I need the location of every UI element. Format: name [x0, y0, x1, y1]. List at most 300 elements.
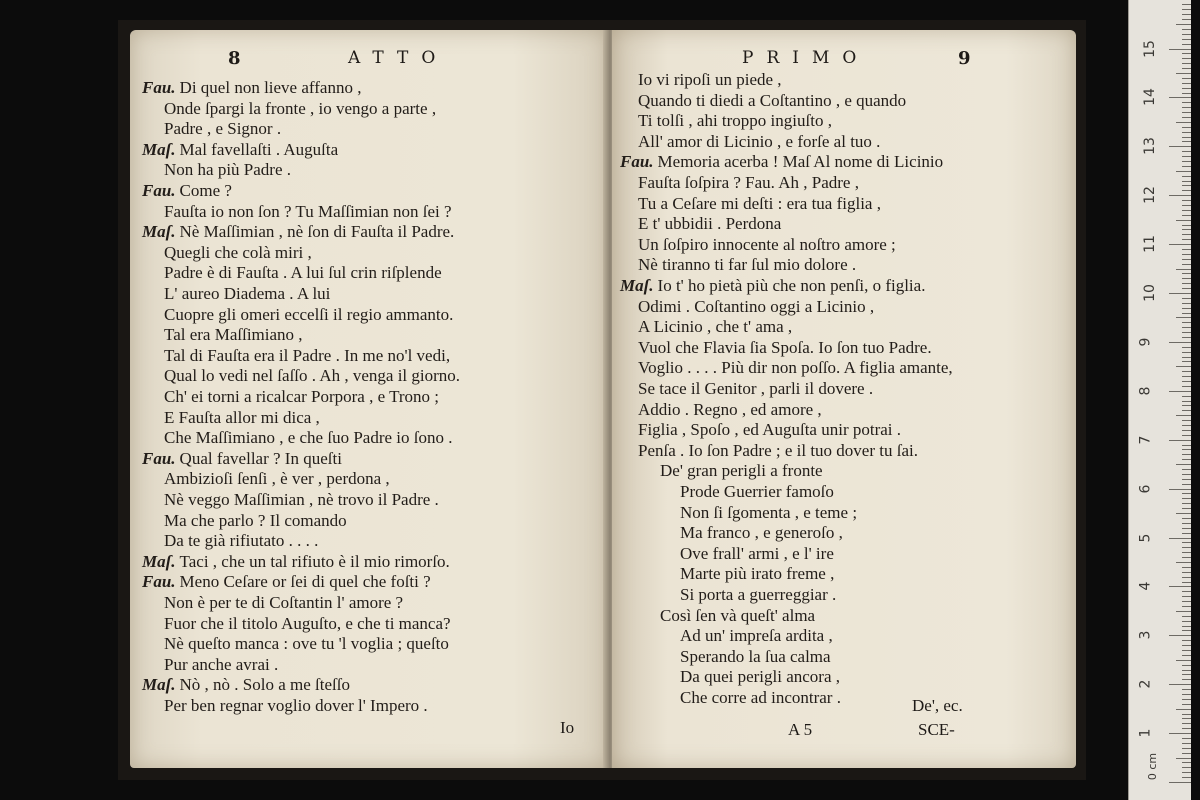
ruler-tick: [1182, 772, 1191, 773]
ruler-tick: [1182, 723, 1191, 724]
verse-text: Io t' ho pietà più che non penſi, o figlia.: [657, 276, 926, 295]
ruler-tick: [1182, 19, 1191, 20]
ruler-tick: [1182, 601, 1191, 602]
text-line: [164, 511, 347, 531]
text-line: [164, 614, 451, 634]
verse-text: Non ſi ſgomenta , e teme ;: [680, 502, 858, 522]
ruler-tick: [1182, 357, 1191, 358]
ruler-tick: [1182, 557, 1191, 558]
ruler-tick: [1182, 102, 1191, 103]
text-line: [164, 243, 312, 263]
ruler-tick: [1182, 645, 1191, 646]
ruler-tick: [1182, 205, 1191, 206]
ruler-tick: [1182, 200, 1191, 201]
text-line: [638, 255, 856, 275]
text-line: [164, 655, 278, 675]
ruler-tick: [1182, 728, 1191, 729]
ruler-tick: [1182, 479, 1191, 480]
text-line: [142, 675, 350, 695]
page-number: 8: [228, 48, 241, 69]
running-head: PRIMO: [742, 48, 870, 68]
ruler-tick: [1182, 264, 1191, 265]
verse-text: Fauſta io non ſon ? Tu Maſſimian non ſei ?: [164, 201, 452, 221]
text-line: [164, 387, 439, 407]
ruler-tick: [1182, 347, 1191, 348]
text-line: [638, 441, 918, 461]
text-line: [164, 263, 442, 283]
verse-text: E t' ubbidii . Perdona: [638, 214, 782, 234]
ruler-tick: [1182, 166, 1191, 167]
ruler-tick: [1182, 185, 1191, 186]
text-line: [638, 91, 906, 111]
ruler-tick: [1169, 391, 1191, 392]
ruler-tick: [1182, 582, 1191, 583]
ruler-tick: [1182, 714, 1191, 715]
verse-text: Non ha più Padre .: [164, 160, 292, 180]
ruler-tick: [1169, 489, 1191, 490]
left-page: [130, 30, 608, 768]
text-line: [638, 420, 901, 440]
verse-text: Ad un' impreſa ardita ,: [680, 626, 833, 646]
ruler-tick: [1182, 327, 1191, 328]
text-line: [164, 325, 303, 345]
ruler-tick: [1182, 322, 1191, 323]
catchword: SCE-: [918, 720, 955, 739]
ruler-tick: [1182, 449, 1191, 450]
ruler-tick: [1182, 229, 1191, 230]
verse-text: Ove frall' armi , e l' ire: [680, 543, 834, 563]
ruler-number: 3: [1137, 630, 1154, 640]
verse-text: Prode Guerrier famoſo: [680, 482, 834, 501]
ruler-tick: [1182, 748, 1191, 749]
ruler-tick: [1182, 337, 1191, 338]
ruler-tick: [1182, 743, 1191, 744]
ruler-tick: [1182, 181, 1191, 182]
ruler-tick: [1182, 674, 1191, 675]
ruler-tick: [1182, 259, 1191, 260]
verse-text: Ambizioſi ſenſi , è ver , perdona ,: [164, 469, 390, 489]
verse-text: Nè queſto manca : ove tu 'l voglia ; queſto: [164, 634, 449, 654]
verse-text: Cuopre gli omeri eccelſi il regio ammanto.: [164, 304, 454, 324]
ruler-tick: [1182, 523, 1191, 524]
ruler-number: 11: [1141, 235, 1158, 254]
verse-text: Tal era Maſſimiano ,: [164, 325, 303, 345]
text-line: [164, 284, 330, 304]
text-line: [620, 276, 925, 296]
ruler-tick: [1182, 679, 1191, 680]
verse-text: Tu a Ceſare mi deſti : era tua figlia ,: [638, 193, 881, 213]
text-line: [142, 449, 342, 469]
ruler-tick: [1182, 127, 1191, 128]
text-line: [660, 461, 823, 481]
ruler-tick: [1176, 562, 1191, 563]
ruler-tick: [1182, 88, 1191, 89]
verse-text: Così ſen và queſt' alma: [660, 605, 816, 625]
ruler-tick: [1182, 273, 1191, 274]
ruler-tick: [1182, 533, 1191, 534]
ruler-tick: [1169, 538, 1191, 539]
verse-text: Fuor che il titolo Auguſto, e che ti manca?: [164, 613, 451, 633]
ruler-tick: [1182, 567, 1191, 568]
measuring-ruler: [1128, 0, 1191, 800]
ruler-tick: [1182, 376, 1191, 377]
ruler-tick: [1182, 469, 1191, 470]
ruler-number: 15: [1141, 39, 1158, 58]
verse-text: Nè veggo Maſſimian , nè trovo il Padre .: [164, 490, 439, 509]
ruler-tick: [1182, 459, 1191, 460]
verse-text: Tal di Fauſta era il Padre . In me no'l vedi,: [164, 345, 451, 365]
ruler-tick: [1182, 401, 1191, 402]
speaker-label: Fau.: [142, 572, 176, 592]
ruler-tick: [1176, 73, 1191, 74]
ruler-tick: [1182, 234, 1191, 235]
ruler-tick: [1182, 699, 1191, 700]
ruler-tick: [1169, 733, 1191, 734]
ruler-tick: [1182, 498, 1191, 499]
ruler-tick: [1182, 176, 1191, 177]
verse-text: Vuol che Flavia ſia Spoſa. Io ſon tuo Padre.: [638, 337, 932, 357]
ruler-tick: [1182, 577, 1191, 578]
running-head: ATTO: [348, 48, 449, 68]
ruler-tick: [1182, 596, 1191, 597]
speaker-label: Maſ.: [142, 222, 176, 242]
ruler-number: 9: [1137, 337, 1154, 347]
ruler-tick: [1182, 132, 1191, 133]
ruler-tick: [1176, 709, 1191, 710]
verse-text: Si porta a guerreggiar .: [680, 585, 837, 604]
verse-text: Taci , che un tal rifiuto è il mio rimorſo.: [179, 551, 450, 571]
ruler-number: 2: [1137, 679, 1154, 689]
text-line: [638, 235, 896, 255]
ruler-tick: [1182, 665, 1191, 666]
ruler-tick: [1182, 572, 1191, 573]
da-capo-mark: De', ec.: [912, 696, 963, 715]
text-line: [142, 181, 232, 201]
text-line: [164, 305, 453, 325]
verse-text: Quegli che colà miri ,: [164, 242, 312, 262]
ruler-tick: [1176, 611, 1191, 612]
text-line: [142, 222, 454, 242]
ruler-tick: [1176, 317, 1191, 318]
verse-text: Nè Maſſimian , nè ſon di Fauſta il Padre.: [179, 222, 455, 242]
ruler-tick: [1169, 97, 1191, 98]
text-line: [680, 503, 857, 523]
ruler-tick: [1176, 758, 1191, 759]
verse-text: Padre è di Fauſta . A lui ſul crin riſplende: [164, 263, 442, 283]
text-line: [142, 78, 361, 98]
ruler-tick: [1182, 68, 1191, 69]
ruler-tick: [1182, 117, 1191, 118]
ruler-tick: [1182, 753, 1191, 754]
ruler-tick: [1182, 484, 1191, 485]
text-line: [638, 379, 873, 399]
ruler-tick: [1182, 14, 1191, 15]
verse-text: L' aureo Diadema . A lui: [164, 284, 331, 303]
ruler-tick: [1182, 777, 1191, 778]
ruler-tick: [1176, 366, 1191, 367]
ruler-tick: [1182, 78, 1191, 79]
text-line: [680, 626, 833, 646]
page-number: 9: [958, 48, 971, 69]
verse-text: Qual lo vedi nel ſaſſo . Ah , venga il giorno.: [164, 366, 461, 386]
ruler-tick: [1182, 655, 1191, 656]
text-line: [638, 173, 859, 193]
text-line: [638, 400, 822, 420]
ruler-number: 12: [1141, 186, 1158, 205]
ruler-tick: [1182, 767, 1191, 768]
ruler-tick: [1182, 738, 1191, 739]
ruler-tick: [1182, 288, 1191, 289]
ruler-tick: [1182, 435, 1191, 436]
ruler-tick: [1182, 547, 1191, 548]
text-line: [164, 346, 450, 366]
ruler-tick: [1176, 464, 1191, 465]
text-line: [638, 214, 781, 234]
verse-text: Se tace il Genitor , parli il dovere .: [638, 379, 874, 398]
ruler-tick: [1182, 591, 1191, 592]
ruler-tick: [1176, 171, 1191, 172]
ruler-tick: [1182, 528, 1191, 529]
text-line: [680, 667, 840, 687]
ruler-tick: [1182, 630, 1191, 631]
text-line: [638, 70, 782, 90]
ruler-tick: [1182, 44, 1191, 45]
verse-text: Mal favellaſti . Auguſta: [179, 139, 339, 159]
speaker-label: Maſ.: [142, 139, 176, 159]
ruler-tick: [1182, 621, 1191, 622]
ruler-tick: [1182, 503, 1191, 504]
text-line: [164, 531, 318, 551]
verse-text: A Licinio , che t' ama ,: [638, 317, 793, 337]
verse-text: De' gran perigli a fronte: [660, 461, 823, 481]
ruler-tick: [1182, 313, 1191, 314]
ruler-tick: [1182, 405, 1191, 406]
ruler-tick: [1169, 782, 1191, 783]
verse-text: Non è per te di Coſtantin l' amore ?: [164, 593, 404, 612]
speaker-label: Fau.: [142, 181, 176, 200]
ruler-tick: [1182, 552, 1191, 553]
ruler-tick: [1182, 694, 1191, 695]
ruler-tick: [1182, 225, 1191, 226]
ruler-tick: [1182, 704, 1191, 705]
ruler-tick: [1182, 298, 1191, 299]
ruler-tick: [1182, 112, 1191, 113]
verse-text: Per ben regnar voglio dover l' Impero .: [164, 696, 428, 715]
ruler-tick: [1182, 58, 1191, 59]
text-line: [164, 490, 439, 510]
ruler-tick: [1182, 616, 1191, 617]
ruler-tick: [1176, 660, 1191, 661]
ruler-tick: [1182, 63, 1191, 64]
ruler-tick: [1182, 425, 1191, 426]
verse-text: Ti tolſi , ahi troppo ingiuſto ,: [638, 111, 832, 131]
verse-text: Voglio . . . . Più dir non poſſo. A figlia amante,: [638, 358, 953, 378]
ruler-number: 4: [1137, 581, 1154, 591]
verse-text: Nò , nò . Solo a me ſteſſo: [179, 675, 350, 695]
ruler-tick: [1182, 454, 1191, 455]
verse-text: Come ?: [179, 181, 232, 200]
ruler-tick: [1182, 308, 1191, 309]
ruler-number: 8: [1137, 386, 1154, 396]
verse-text: Padre , e Signor .: [164, 119, 282, 139]
ruler-tick: [1169, 684, 1191, 685]
ruler-tick: [1182, 410, 1191, 411]
ruler-tick: [1182, 606, 1191, 607]
ruler-tick: [1182, 718, 1191, 719]
verse-text: Fauſta ſoſpira ? Fau. Ah , Padre ,: [638, 173, 859, 192]
verse-text: Che Maſſimiano , e che ſuo Padre io ſono .: [164, 428, 453, 448]
ruler-tick: [1182, 542, 1191, 543]
ruler-tick: [1182, 396, 1191, 397]
ruler-tick: [1182, 493, 1191, 494]
ruler-tick: [1169, 293, 1191, 294]
text-line: [164, 428, 452, 448]
ruler-tick: [1169, 244, 1191, 245]
ruler-tick: [1182, 53, 1191, 54]
ruler-tick: [1182, 39, 1191, 40]
catchword: Io: [560, 718, 575, 737]
text-line: [164, 469, 390, 489]
text-line: [164, 160, 291, 180]
ruler-unit-label: 0 cm: [1146, 752, 1160, 781]
verse-text: Ma che parlo ? Il comando: [164, 510, 347, 530]
speaker-label: Fau.: [142, 448, 176, 468]
ruler-tick: [1182, 210, 1191, 211]
ruler-tick: [1176, 24, 1191, 25]
text-line: [142, 140, 338, 160]
ruler-tick: [1182, 9, 1191, 10]
verse-text: Che corre ad incontrar .: [680, 688, 841, 707]
text-line: [164, 202, 452, 222]
ruler-tick: [1182, 626, 1191, 627]
speaker-label: Maſ.: [620, 276, 654, 295]
text-line: [638, 317, 792, 337]
ruler-number: 10: [1141, 284, 1158, 302]
verse-text: Figlia , Spoſo , ed Auguſta unir potrai .: [638, 420, 902, 440]
text-line: [638, 132, 880, 152]
ruler-tick: [1169, 49, 1191, 50]
ruler-tick: [1182, 215, 1191, 216]
ruler-tick: [1169, 586, 1191, 587]
ruler-tick: [1176, 269, 1191, 270]
text-line: [164, 634, 449, 654]
ruler-tick: [1182, 283, 1191, 284]
text-line: [680, 647, 831, 667]
verse-text: Odimi . Coſtantino oggi a Licinio ,: [638, 296, 875, 316]
ruler-tick: [1182, 156, 1191, 157]
verse-text: Marte più irato freme ,: [680, 564, 835, 584]
ruler-tick: [1182, 4, 1191, 5]
ruler-tick: [1182, 303, 1191, 304]
verse-text: Qual favellar ? In queſti: [179, 448, 342, 468]
text-line: [142, 572, 431, 592]
ruler-tick: [1182, 381, 1191, 382]
verse-text: Ch' ei torni a ricalcar Porpora , e Trono ;: [164, 387, 440, 406]
speaker-label: Fau.: [620, 152, 654, 172]
ruler-tick: [1182, 332, 1191, 333]
verse-text: E Fauſta allor mi dica ,: [164, 407, 320, 427]
text-line: [164, 696, 428, 716]
ruler-tick: [1176, 415, 1191, 416]
text-line: [620, 152, 943, 172]
ruler-tick: [1182, 278, 1191, 279]
text-line: [680, 523, 843, 543]
ruler-tick: [1182, 34, 1191, 35]
text-line: [638, 297, 874, 317]
verse-text: Di quel non lieve affanno ,: [179, 78, 362, 97]
ruler-tick: [1182, 689, 1191, 690]
text-line: [638, 338, 932, 358]
verse-text: Da te già rifiutato . . . .: [164, 531, 319, 551]
ruler-tick: [1182, 137, 1191, 138]
text-line: [680, 585, 836, 605]
verse-text: Da quei perigli ancora ,: [680, 667, 841, 687]
ruler-tick: [1182, 190, 1191, 191]
ruler-tick: [1182, 254, 1191, 255]
ruler-tick: [1182, 141, 1191, 142]
ruler-number: 14: [1141, 88, 1158, 107]
verse-text: Ma franco , e generoſo ,: [680, 523, 843, 543]
text-line: [164, 99, 436, 119]
verse-text: Sperando la ſua calma: [680, 646, 831, 666]
ruler-tick: [1169, 342, 1191, 343]
ruler-tick: [1182, 650, 1191, 651]
ruler-tick: [1182, 239, 1191, 240]
ruler-tick: [1182, 430, 1191, 431]
ruler-number: 6: [1137, 484, 1154, 494]
ruler-tick: [1182, 161, 1191, 162]
ruler-tick: [1182, 508, 1191, 509]
verse-text: Quando ti diedi a Coſtantino , e quando: [638, 90, 907, 110]
text-line: [638, 111, 832, 131]
ruler-tick: [1182, 93, 1191, 94]
ruler-tick: [1182, 371, 1191, 372]
verse-text: Io vi ripoſi un piede ,: [638, 70, 782, 89]
speaker-label: Maſ.: [142, 551, 176, 571]
ruler-tick: [1169, 146, 1191, 147]
ruler-tick: [1169, 635, 1191, 636]
text-line: [142, 552, 450, 572]
ruler-tick: [1182, 386, 1191, 387]
ruler-number: 13: [1141, 137, 1158, 156]
ruler-tick: [1169, 440, 1191, 441]
verse-text: All' amor di Licinio , e forſe al tuo .: [638, 131, 881, 151]
text-line: [638, 194, 881, 214]
speaker-label: Fau.: [142, 78, 176, 97]
verse-text: Onde ſpargi la fronte , io vengo a parte ,: [164, 98, 437, 118]
ruler-tick: [1182, 83, 1191, 84]
verse-text: Addio . Regno , ed amore ,: [638, 399, 822, 419]
signature-mark: A 5: [788, 720, 813, 739]
ruler-tick: [1182, 445, 1191, 446]
text-line: [164, 593, 403, 613]
ruler-tick: [1182, 29, 1191, 30]
text-line: [164, 408, 320, 428]
speaker-label: Maſ.: [142, 675, 176, 695]
text-line: [638, 358, 953, 378]
ruler-tick: [1182, 640, 1191, 641]
ruler-number: 7: [1137, 435, 1154, 445]
verse-text: Pur anche avrai .: [164, 654, 279, 674]
ruler-tick: [1182, 670, 1191, 671]
ruler-tick: [1182, 361, 1191, 362]
ruler-tick: [1182, 249, 1191, 250]
verse-text: Nè tiranno ti far ſul mio dolore .: [638, 255, 857, 275]
ruler-tick: [1182, 107, 1191, 108]
text-line: [164, 119, 281, 139]
ruler-number: 5: [1137, 533, 1154, 542]
ruler-tick: [1169, 195, 1191, 196]
